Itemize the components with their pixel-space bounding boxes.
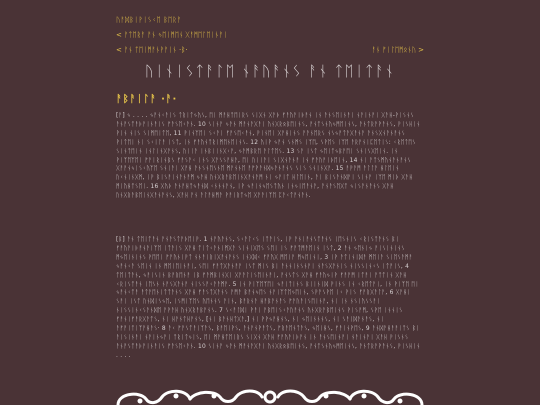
site-title-link[interactable]: ᚢᚨᛞᛒᛁᚹᛁᛊᚲᛖ ᛒᛖᚱᚨ: [116, 16, 182, 24]
next-chapter-link[interactable]: ᚨᚾ ᚠᛁᛚᛖᛗᛟᚾᚢ >: [371, 46, 424, 54]
page-title: ᚢᛁᚾᛁᛊᛏᚨᛚᛖ ᚾᚨᚢᚨᚾᛊ ᚨᚾ ᛏᛖᛁᛏᚨᚾ: [144, 64, 396, 80]
paragraph: [ᚨ] ᛃ . . . . ᛃᚨᚾᚲᚨᛁᛊ ᛏᚱᛁᛏᛃᚢᛊ, ᛖᛁ ᛗᚨᚺᛏᛖᛁᚱᛊ ᛊᛁᚷᚾ ᚷᚨᚦ ᚠᚨᚢᚨᛁᚦᚨᚾ ᛁᚾ ᚨᚾᛊᛖᛁᚾᚨᛁ ᚾᚨᛁᚾᚨᛁ ᚷᚨᚺ-ᚹᛁᛊᚾᛊ ᚨᚾᚨᛊᛏᚨᚦᚨᛁᚾᚨᛁᛊ ᚠᚨᛊᛖᚲᚨᚾ. 10 ᛊᛁᚾᚨ ᛃᚨᚾ ᛗᚨᚾᚨᚷᚨᛁ ᚢᚾᚷᚱᛟᛒᛖᛁᚾᛊ, ᚨᚾᛏᛊᚾᚢᛃᛗᛖᛁᚾᛊ, ᚨᚾᛏᚱᚨᚹᚨᚾᛊ, ᚹᛁᛊᚺᛁᚾ ᚹᛁᚾ ᚾᛁᛊ ᛊᛁᛗᛖᛁᛏᛖ, 11 ᚹᛁᚾᛉᛖᛁ ᛊᚲᚨᛁ ᚠᚨᛊᛖᚲᚨᚾ, ᚹᛁᚾᛖᛁ ᚷᚨᚺᛁᚾᛊ ᚨᚨᚾᛖᚱᛊ ᚾᛊᛃᚨᛏᚨᚷᚨᚾᚨ ᚨᚾᛊᚷᚾᚨᚾᚨᚾᛊ ᚹᛁᛏᛖᛁ ᚾᛁ ᛊᚲᛁᛚᚨ ᛁᛊᛏ, ᛁᚾ ᚠᚨᚢᚾᛏᚱᛁᛗᛖᚾᛖᛁᚾᛊ. 12 ᚢᛁᚹ ᛃᚨᚾ ᛊᚾᛗᛊ ᛁᛉᛖ, ᛊᚹᛖᛊ ᛁᛉᛖ ᚨᚱᚨᚾᛁᛈᛖᛏᛁᛊ: ᚲᚱᛖᛏᛖᛊ ᛊᛁᚾᛏᛖᛁᚾ ᛁᚾᛚᛁᚾᚷᚨᚾᛊ, ᚢᛁᛁᚨ ᛁᚾᛒᛁᛁᚾᚷᚲᚨ, ᛃᚨᛗᛒᚱᛖ ᚨᛚᛏᛖᛊ. 13 ᛊᚨ ᛁᛊᛏ ᛃᛖᛁᛏᛃᛒᚨᛖᛁ ᛊᚾᛁᛊᚷᛖᛁᚾ. ᛁᚾ ᚹᛁᛉᛖᛉᛖᛁ ᚠᚨᛁᚱᛁᚾᛒᛊ ᚠᚨᛊᚨᚲ ᛁᚾᛊ ᚷᚨᛊᛊᚨᚺᚨ, ᛖᛁ ᚢᛁᛁᚨᛁ ᛊᛁᚷᚾᚨᚾᚨ ᛁᚾ ᚠᚨᚢᚨᛁᚦᛖᛁᚾ, 14 ᚾᛁ ᚨᛏᛊᛗᚢᚾᚨᚾᚨᚾᛊ ᚷᚨᚨᚾᛃᛁᛊᚲᚢᛉᛖ ᛊᚾᛁᚨᛁ ᚷᚨᚺ ᚨᚾᛊᚾᛖᛊᚾᛖ ᛗᚨᚾᚾᛖ ᚨᚠᚹᚨᚾᛞᛃᚨᚾᚨᚾᛊ ᛊᛁᛊ ᛊᚾᛁᚾᚷᚨ. 15 ᚨᚹᚨᛗ ᚨᛚᛚᚨ ᚺᛚᛖᛁᚾ ᚢᚲᚾᛁᚾᚷᛗ, ᛁᚹ ᛒᛁᛊᚨᛁᚾᚨᚾᚨᛗ ᛃᚨᚺ ᚢᚾᚷᚱᚨᛒᛖᛁᚾᚷᚨᚾᚨᛗ ᚾᛁ ᛃᚨᛁᛏ ᚺᛚᛖᛁᚾ, ᚨᛁ ᛒᛁᛊᚨᚾᛞᚨᛁ ᛊᛁᚾᚨ ᛁᛉᛖ ᛗᛁᚦ ᚷᚨᚺ ᛗᛁᚢᚺᛏᛊᛖᛁ. 16 ᚷᚢᚦ ᚨᚾᚨᚺᛏᛃᚨᚾᛞ ᚲᚾᚾᚾᚨᚾ, ᛁᚹ ᛃᚨᛁᚾᛃᛖᛊᛏᚢᚾ ᛁᚾᛃᛁᛖᚨᚾᚨ, ᚨᚾᚨᛊᛖᚷᛏ ᛃᛁᛊᚨᚾᚨᚾᛊ ᚷᚨᚺ ᚢᚾᚷᚱᚨᛒᛖᛁᚾᚷᚨᚾᚨᚾᛊ, ᚷᚨᚺ ᚨᚾ ᚨᛚᚨᚺᛗᚨ ᚹᚨᛁᚱᛏᛃᛖ ᚷᚨᚨᛁᛉᛖ ᛈᚨᚲᛏᚨᚾᚨᚾ.: [116, 113, 421, 200]
back-to-index-link[interactable]: < ᚨᛏᛖᚱᚨ ᚨᚾ ᛃᛖᛁᛗᛖᚾ ᚷᚨᛗᛖᛚᛖᛁᚾᚨᛁ: [116, 31, 228, 39]
decorative-scroll-ornament: [0, 387, 540, 405]
paragraph: [ᛒ] ᚨᚾ ᛏᛖᛁᛏᚨᚾ ᚨᚾᚨᛊᛏᚨᚦᛖᛁᚹ. 1 ᚾᚨᚢᚨᚾᛊ, ᛊᚲᚨᛚᚲᛊ ᛁᛏᚨᛁᛊ, ᛁᚹ ᚨᚾᛁᚨᚾᛊᛏᚨᚾᛊ ᛁᛖᛊᚾᛁᛊ ᚲᚱᛁᛊᛏᚨᚾᛊ ᛒᛁ ᚠᚨᚢᚨᛁᚦᚨᚾᚨᛁᛉᛖ ᛁᛏᚨᛁᛊ ᚷᚨᚺ ᛏᛁᛏᚲᚨᚾᛁᛗᚷᚨ ᛊᛁᚾᛁᚷᛖᛊ ᛊᛖᛁ ᛁᛊ ᚠᚨᛏᛗᚨᛖᛁᚾ ᛁᛊᛏ, 2 ᚨᚾ ᛃᛖᚾᛁᛃ ᚨᛁᛊᛁᚾᛁᚾᛊ ᛗᛃᛖᛁᚾᛁᚾᛊ ᚹᛖᛖᛁ ᚠᚨᚢᚾᛁᚹᛏ ᚾᚾᚨᛁᚱᛁᚷᚨᚾᚨᚾᛊ ᛁᚾᚷᛞᚲ ᚠᚨᚢᚷ ᛗᛖᛁᚨ ᛗᛃᛖᛁᚾᛁ, 3 ᛁᚹ ᚨᛏᛁᚾᛁᛞᚨ ᛗᛖᛁᚨ ᛊᛁᛖᛊᚨᛗᚨ ᛃᚨᚾᚲᚨ ᛊᛖᛁᚾ ᛁᚾ ᛗᛖᛁᛖᛁᚾᚨᛁ, ᛊᛖᛁ ᚠᚨᛏᚷᚨᚾᚨᚨ ᛁᛊᛏ ᛗᛁᛊ ᛒᛁ ᚨᚾᚾᛁᚾᛊᚾᚨᛁ ᚾᚨᛊᚷᚨᚾᛁᛊ ᚾᛁᛊᛊᛁᚾᚲᛊ ᛁᛏᚨᛁᛊ, 4 ᛏᛖᛁᛏᚨᚾ, ᛃᚨᛁᛊᛁᚾ ᛒᚨᚱᛖᚾᚨ ᛁᛒ ᚠᚨᛗᛒᛁᚾᚷᛁ ᚷᚨᚨᛚᛁᛊᛖᛁᚾᚨᛁ, ᚨᚾᛊᛏᛊ ᚷᚨᚺ ᚠᚨᚢᛃᛁᚹ ᚠᚨᚨᛗ ᛁᛏᚨᛁ ᚨᛏᛏᛁᚾ ᚷᚨᚺ ᚲᚱᛁᛊᛏᚨᚾ ᛁᛖᛊᚾ ᚾᚨᛊᚷᚨᚾᚨ ᚾᛁᛊᛊᚨᚲᚨᚨᛗᚨ. 5 ᛁᚾ ᚹᛁᛉᛖᛉᛖᛁ ᛃᚨᛁᛏᛁᚾᛊ ᛒᛁᛁᚾᛁᛞ ᚹᛁᚾᛊ ᛁᚾ ᚲᚱᛖᛏᚨᛁ, ᛁᚾ ᚹᛁᛉᛖ ᛖᛁ ᛃᚨᚾᚲᛏᚨ ᚨᛏᚨᛖᚾᛁᛏᛏᚨᚾᛊ ᚷᚨᚺ ᚠᚨᛊᛏᚷᚨᚾᛊ ᚨᛗᚨ ᛒᚨᚾᛃᛖᛊ ᚾᚨᛁᛉᛏᛖᛃᛖᛁᚾ, ᛊᚹᚨᛊᚹᛖ ᛁᚲ ᚹᛁᛊ ᚠᚨᚱᚷᚨᛚᚨ, 6 ᚷᚨᚺᛁ ᛊᚨᛁ ᛁᛊᛏ ᚢᚾᛞᛁᛊᛃᛖ, ᛁᛊᛗᛁᛉᛖᛊ ᚢᛖᚾᚾᛊ ᚨᛁᚾ, ᛒᚨᚱᚾᚨ ᚺᚨᛒᚨᚾᚨᛊ ᚠᚨᚢᚨᛁᛊᛖᛁᚾᚨ, ᚾᛁ ᛁᚾ ᚾᛊᛁᚢᛊᛊᚨᛁ ᚾᛁᛊᛊᛁᚾᚲᛊᚨᚾᛞᛖ ᚨᚹᚨᚺ ᚢᚾᚷᚱᚨᛒᚨᚾᛊ. 7 ᛊᚲᚨᛚᛞᛁ ᚹᚨᛁ ᚨᛒᛖᛁᛊᚲᚨᚢᚨᚾᛊ ᚢᚾᚷᚱᚨᛒᛖᛁᚾᛊ ᚹᛁᛊᚨᛗ, ᛊᚹᛖ ᛁᚾᚾᛁᛊ ᚠᚨᚾᛁᚠᚨᚱᚷᚨᛏᛊ, ᚾᛁ ᚺᚨᚾᛏᚺᚨᚾᛊ, [ᚾᛁ ᛒᚨᚾᚺᛏᚷᚨ,] ᚾᛁ ᚹᚹᛃᚨᚺᚾᛊ, ᚾᛁ ᛃᛖᛁᚾᚾᚾᛊ, ᚾᛁ ᛊᚨᛁᛞᚨᚾᚨᛊ, ᚾᛁ ᚨᚠᚨᛁᛏᛁᛉᚨᚺᚨᛊ· 8 ᚨᚲ ᚠᚨᛊᛏᚨᛁᛉᚨᛊ, ᛒᚨᛖᛁᚹᛊ, ᚨᚾᚨᚾᚹᚨᛏᛊ, ᚠᚱᚨᛖᚾᛏᚨᛊ, ᛃᛖᛁᚺᛊ, ᚠᚨᛁᚾᚹᛖᛊ, 9 ᚨᚾᛞᚨᚺᚨᚨᛁᛏᛊ ᛒᛁ ᚨᛁᛊᛁᚾᚨᛁ ᚾᚨᛁᚾᛃᚨᛁ ᛏᚱᛁᛏᛃᛁᛊ, ᛖᛁ ᛗᚨᚺᛏᛖᛁᚱᛊ ᛊᛁᚷᚾ ᚷᚨᚺ ᚠᚨᚢᚨᛁᚦᚨᚾ ᛁᚾ ᚨᚾᛊᛖᛁᚾᚨᛁ ᚾᚨᛁᚾᚨᛁ ᚷᚨᚺ ᚹᛁᛊᚾᛊ ᚨᚾᚨᛊᛏᚨᚦᚨᛁᚾᚨᛁᛊ ᚠᚨᛊᛖᚲᚨᚾ. 10 ᛊᛁᚾᚨ ᛃᚨᚾ ᛗᚨᚾᚨᚷᚨᛁ ᚢᚾᚷᚱᛟᛒᛖᛁᚾᛊ, ᚨᚾᛏᛊᚾᚢᛃᛗᛖᛁᚾᛊ, ᚨᚾᛏᚱᚨᚹᚨᚾᛊ, ᚹᛁᛊᚺᛁᚾ . . . .: [116, 237, 421, 359]
chapter-heading: ᚨᛒᚨᛁᛚᚨ ·ᚨ·: [116, 94, 178, 105]
previous-chapter-link[interactable]: < ᚨᚾ ᛏᛖᛁᛗᚨᚾᚹᚨᛁᚾ ·ᛒ·: [116, 46, 188, 54]
